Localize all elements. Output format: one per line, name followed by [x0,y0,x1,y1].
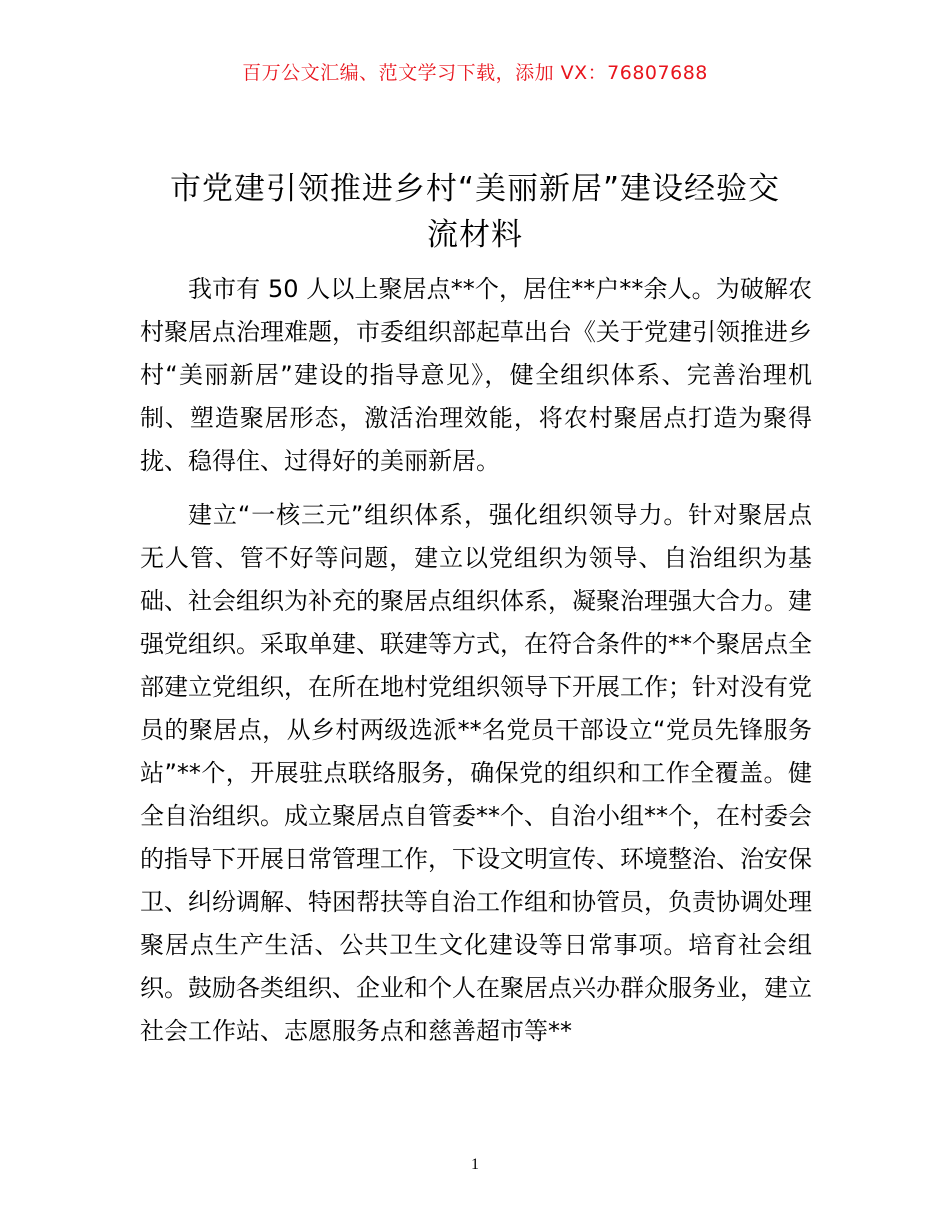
title-line-2: 流材料 [427,217,523,253]
page-number: 1 [471,1156,479,1173]
document-title [100,166,850,258]
document-body [140,268,812,1053]
title-line-1: 市党建引领推进乡村“美丽新居”建设经验交 [169,171,781,207]
paragraph-organization-system: 建立“一核三元”组织体系，强化组织领导力。针对聚居点无人管、管不好等问题，建立以党组织为领导、自治组织为基础、社会组织为补充的聚居点组织体系，凝聚治理强大合力。建强党组织。采取单建、联建等方式，在符合条件的**个聚居点全部建立党组织，在所在地村党组织领导下开展工作；针对没有党员的聚居点，从乡村两级选派**名党员干部设立“党员先锋服务站”**个，开展驻点联络服务，确保党的组织和工作全覆盖。健全自治组织。成立聚居点自管委**个、自治小组**个，在村委会的指导下开展日常管理工作，下设文明宣传、环境整治、治安保卫、纠纷调解、特困帮扶等自治工作组和协管员，负责协调处理聚居点生产生活、公共卫生文化建设等日常事项。培育社会组织。鼓励各类组织、企业和个人在聚居点兴办群众服务业，建立社会工作站、志愿服务点和慈善超市等** [140,501,812,1045]
paragraph-intro: 我市有 50 人以上聚居点**个，居住**户**余人。为破解农村聚居点治理难题，市委组织部起草出台《关于党建引领推进乡村“美丽新居”建设的指导意见》，健全组织体系、完善治理机制、塑造聚居形态，激活治理效能，将农村聚居点打造为聚得拢、稳得住、过得好的美丽新居。 [140,275,812,475]
watermark-banner: 百万公文汇编、范文学习下载，添加 VX：76807688 [242,62,708,84]
